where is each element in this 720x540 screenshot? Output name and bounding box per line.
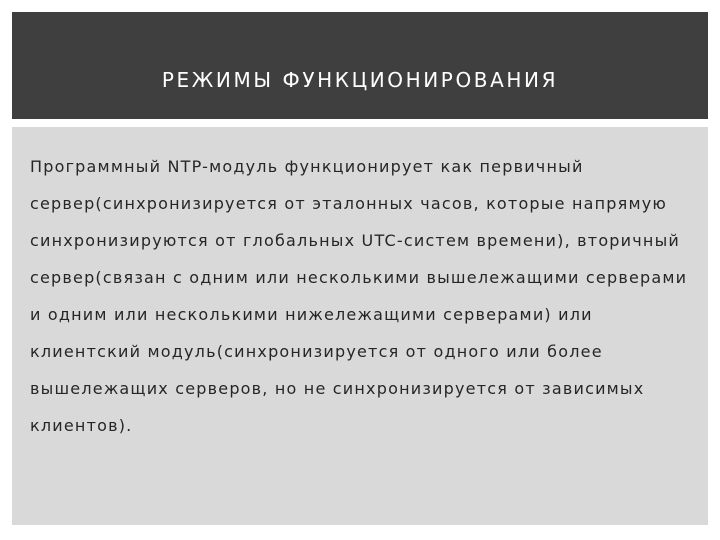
title-bar bbox=[12, 12, 708, 119]
body-text: Программный NTP-модуль функционирует как первичный сервер(синхронизируется от эталонных часов, которые напрямую синхронизируются от глобальных UTC-систем времени), вторичный сервер(связан с одним или несколькими вышележащими серверами и одним или несколькими нижележащими серверами) или клиентский модуль(синхронизируется от одного или более вышележащих серверов, но не синхронизируется от зависимых клиентов). bbox=[30, 157, 688, 435]
slide-title: РЕЖИМЫ ФУНКЦИОНИРОВАНИЯ bbox=[161, 68, 559, 92]
